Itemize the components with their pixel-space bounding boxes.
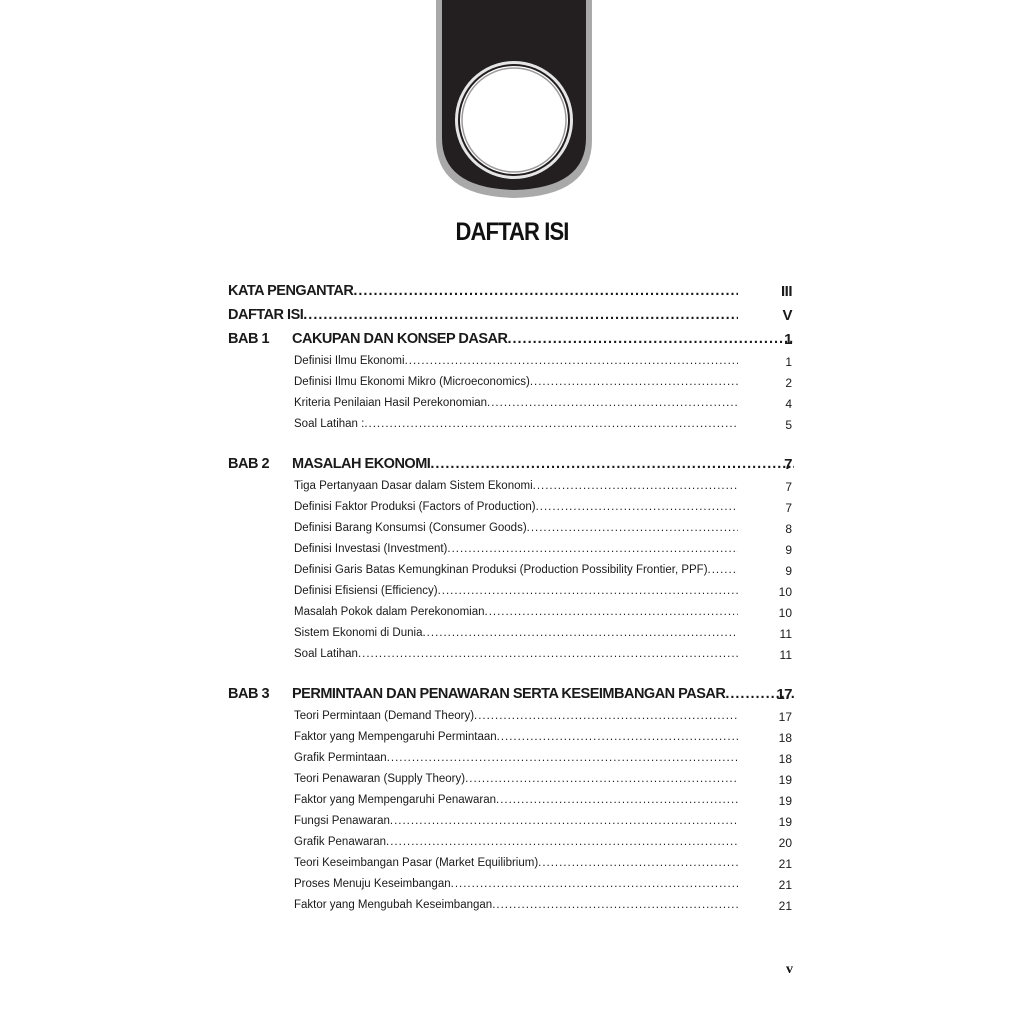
toc-sub-entry[interactable] [228,501,794,522]
toc-entry [294,899,738,911]
dot-leader [492,899,738,911]
dot-leader [485,606,739,618]
dot-leader [487,397,738,409]
toc-sub-entry[interactable] [228,815,794,836]
toc-sub-entry[interactable] [228,857,794,878]
dot-leader [353,283,738,299]
toc-entry-label: Proses Menuju Keseimbangan [294,878,451,890]
chapter-gap [228,669,794,686]
toc-entry [294,878,738,890]
toc-page-number: 7 [784,456,792,473]
toc-sub-entry[interactable] [228,878,794,899]
toc-sub-entry[interactable] [228,710,794,731]
toc-entry-label: Definisi Investasi (Investment) [294,543,448,555]
toc-entry [294,627,738,639]
toc-top-entry[interactable] [228,307,794,331]
page-title: DAFTAR ISI [455,218,569,246]
dot-leader [390,815,738,827]
toc-page-number: 1 [785,355,792,369]
dot-leader [497,731,738,743]
toc-entry-label: Tiga Pertanyaan Dasar dalam Sistem Ekonomi [294,480,533,492]
toc-entry [294,752,738,764]
toc-entry [294,731,738,743]
toc-entry [294,710,738,722]
toc-page-number: 18 [778,731,792,745]
toc-entry [228,307,738,323]
dot-leader [422,627,738,639]
toc-entry-label: CAKUPAN DAN KONSEP DASAR [292,331,508,347]
toc-entry-label: Teori Penawaran (Supply Theory) [294,773,466,785]
toc-sub-entry[interactable] [228,480,794,501]
dot-leader [358,648,738,660]
dot-leader [447,543,738,555]
toc-sub-entry[interactable] [228,418,794,439]
dot-leader [386,836,738,848]
toc-sub-entry[interactable] [228,522,794,543]
toc-sub-entry[interactable] [228,543,794,564]
toc-sub-entry[interactable] [228,355,794,376]
toc-entry [294,397,738,409]
toc-entry-label: Grafik Penawaran [294,836,387,848]
toc-page-number: 9 [785,543,792,557]
toc-entry-label: Soal Latihan : [294,418,365,430]
toc-entry-label: Faktor yang Mempengaruhi Permintaan [294,731,497,743]
toc-page-number: 19 [778,794,792,808]
table-of-contents [228,283,794,920]
toc-page-number: 7 [785,501,792,515]
toc-page-number: 19 [778,815,792,829]
toc-chapter-heading[interactable] [228,686,794,710]
toc-entry [292,456,794,472]
dot-leader [530,376,738,388]
toc-sub-entry[interactable] [228,564,794,585]
chapter-number: BAB 2 [228,456,270,472]
toc-entry [294,773,738,785]
toc-entry-label: Kriteria Penilaian Hasil Perekonomian [294,397,488,409]
chapter-gap [228,439,794,456]
toc-entry-label: Faktor yang Mengubah Keseimbangan [294,899,493,911]
toc-sub-entry[interactable] [228,648,794,669]
toc-entry-label: Grafik Permintaan [294,752,387,764]
toc-sub-entry[interactable] [228,627,794,648]
toc-page-number: 11 [779,627,792,641]
toc-sub-entry[interactable] [228,899,794,920]
toc-entry-label: Soal Latihan [294,648,358,660]
dot-leader [538,857,738,869]
dot-leader [465,773,738,785]
toc-entry [294,543,738,555]
toc-entry-label: Fungsi Penawaran [294,815,390,827]
toc-chapter-heading[interactable] [228,331,794,355]
chapter-tab-graphic [436,0,592,200]
toc-entry-label: Masalah Pokok dalam Perekonomian [294,606,485,618]
toc-top-entry[interactable] [228,283,794,307]
toc-page-number: III [780,283,792,300]
dot-leader [387,752,738,764]
toc-entry [294,794,738,806]
dot-leader [474,710,738,722]
toc-page-number: 10 [778,585,792,599]
dot-leader [438,585,738,597]
toc-sub-entry[interactable] [228,731,794,752]
toc-sub-entry[interactable] [228,606,794,627]
toc-entry-label: Definisi Garis Batas Kemungkinan Produksi (Production Possibility Frontier, PPF) [294,564,708,576]
toc-page-number: 20 [778,836,792,850]
toc-sub-entry[interactable] [228,794,794,815]
dot-leader [303,307,738,323]
toc-entry [294,564,738,576]
toc-entry [228,283,738,299]
chapter-number: BAB 3 [228,686,270,702]
toc-page-number: 7 [785,480,792,494]
toc-chapter-heading[interactable] [228,456,794,480]
toc-sub-entry[interactable] [228,376,794,397]
toc-sub-entry[interactable] [228,773,794,794]
toc-page-number: 2 [785,376,792,390]
toc-page-number: V [782,307,792,324]
toc-sub-entry[interactable] [228,836,794,857]
toc-sub-entry[interactable] [228,397,794,418]
toc-entry [292,686,794,702]
toc-page-number: 21 [778,878,792,892]
dot-leader [451,878,738,890]
toc-entry-label: DAFTAR ISI [228,307,304,323]
toc-sub-entry[interactable] [228,585,794,606]
toc-page-number: 17 [778,710,792,724]
chapter-number: BAB 1 [228,331,270,347]
toc-page-number: 21 [778,857,792,871]
toc-entry [294,836,738,848]
toc-entry-label: Definisi Faktor Produksi (Factors of Production) [294,501,536,513]
toc-page-number: 19 [778,773,792,787]
toc-entry-label: Teori Permintaan (Demand Theory) [294,710,475,722]
toc-entry [294,355,738,367]
toc-page-number: 8 [785,522,792,536]
toc-page-number: 9 [785,564,792,578]
dot-leader [364,418,738,430]
toc-page-number: 21 [778,899,792,913]
toc-entry-label: Definisi Ilmu Ekonomi [294,355,405,367]
toc-entry-label: KATA PENGANTAR [228,283,354,299]
toc-page-number: 11 [779,648,792,662]
toc-entry [294,501,738,513]
toc-entry-label: Definisi Efisiensi (Efficiency) [294,585,438,597]
dot-leader [405,355,738,367]
toc-entry [294,606,738,618]
toc-entry-label: MASALAH EKONOMI [292,456,431,472]
toc-entry-label: Sistem Ekonomi di Dunia [294,627,423,639]
toc-entry-label: PERMINTAAN DAN PENAWARAN SERTA KESEIMBANGAN PASAR [292,686,726,702]
toc-page-number: 4 [785,397,792,411]
toc-entry [294,648,738,660]
toc-page-number: 10 [778,606,792,620]
dot-leader [536,501,738,513]
toc-entry [292,331,794,347]
toc-entry-label: Definisi Ilmu Ekonomi Mikro (Microeconomics) [294,376,530,388]
toc-entry [294,522,738,534]
toc-entry [294,857,738,869]
toc-page-number: 1 [784,331,792,348]
toc-entry-label: Faktor yang Mempengaruhi Penawaran [294,794,497,806]
toc-page-number: 17 [776,686,792,703]
page-folio: v [786,962,793,977]
toc-entry [294,585,738,597]
dot-leader [527,522,738,534]
toc-entry-label: Teori Keseimbangan Pasar (Market Equilibrium) [294,857,539,869]
dot-leader [708,564,738,576]
toc-entry [294,418,738,430]
dot-leader [430,456,794,472]
dot-leader [496,794,738,806]
toc-page-number: 5 [785,418,792,432]
toc-entry [294,376,738,388]
toc-entry [294,480,738,492]
toc-entry-label: Definisi Barang Konsumsi (Consumer Goods) [294,522,527,534]
toc-entry [294,815,738,827]
toc-page-number: 18 [778,752,792,766]
dot-leader [533,480,738,492]
toc-sub-entry[interactable] [228,752,794,773]
